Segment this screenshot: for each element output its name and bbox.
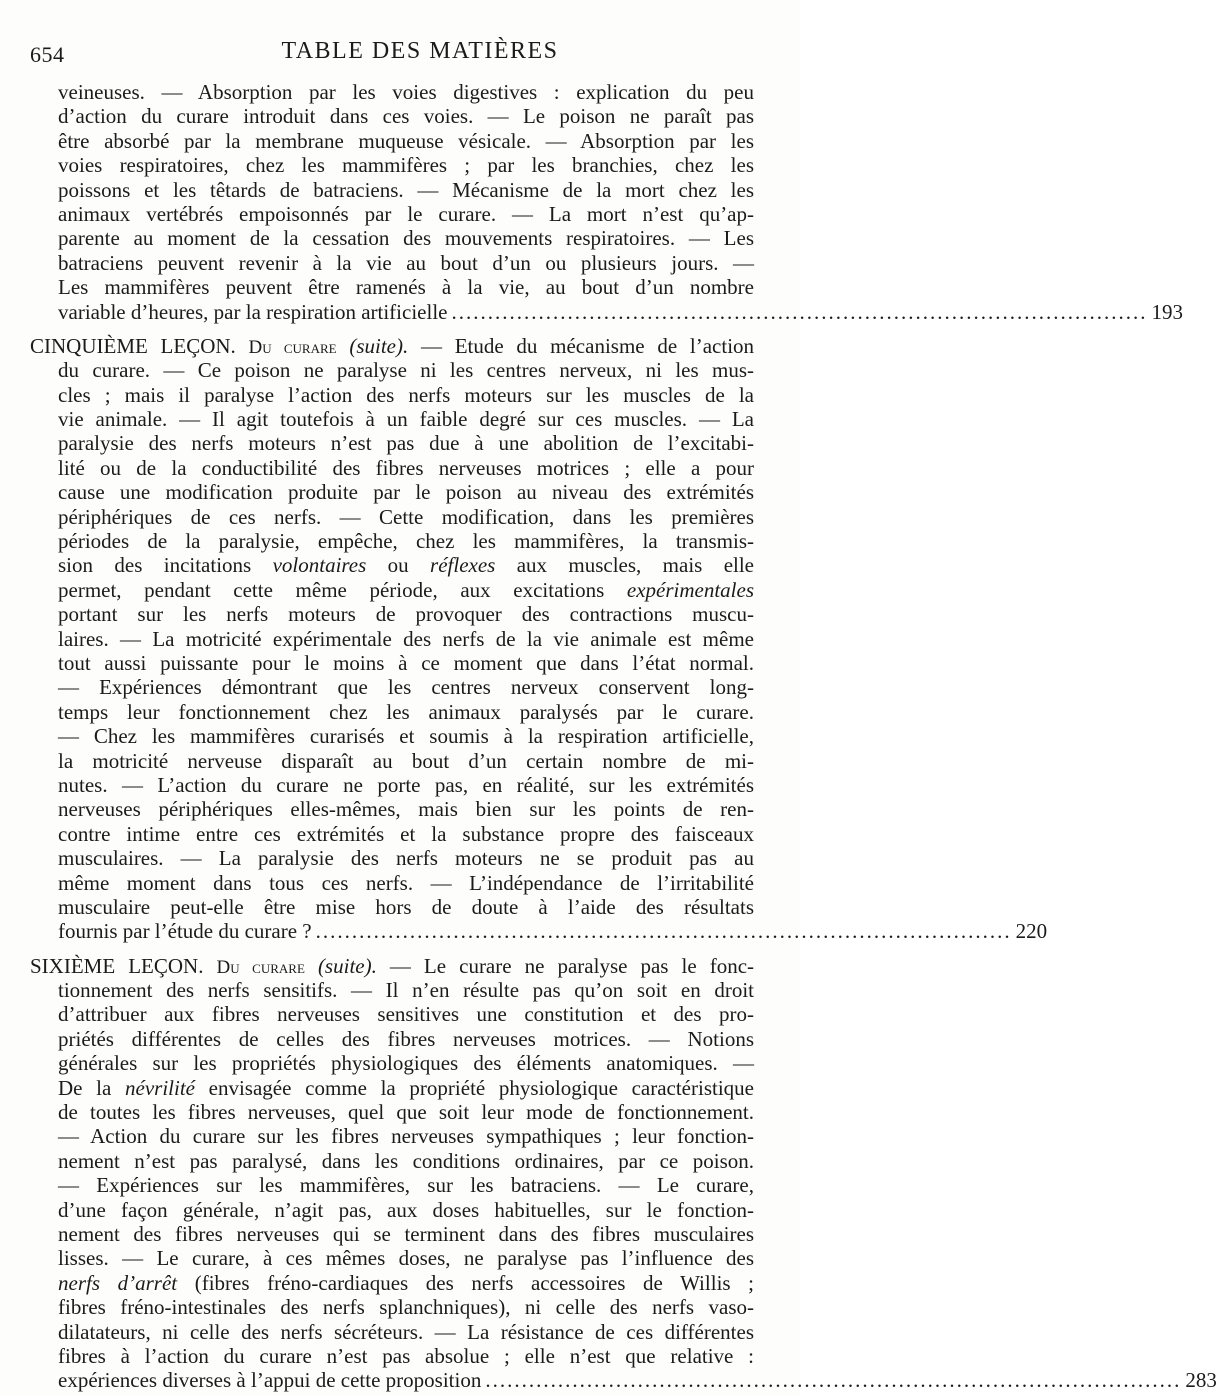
entry-page-number: 193: [1151, 299, 1183, 324]
text-line: voies respiratoires, chez les mammifères ; par les branchies, chez les: [58, 153, 754, 178]
heading-line-rest: — Etude du mécanisme de l’action: [420, 333, 755, 358]
text-line: — Chez les mammifères curarisés et soumis à la respiration artificielle,: [58, 724, 754, 749]
toc-leader-line: [58, 299, 1183, 324]
text-line: dilatateurs, ni celle des nerfs sécréteurs. — La résistance de ces différentes: [58, 1319, 754, 1344]
toc-leader-line: [58, 919, 1048, 944]
text-line: tout aussi puissante pour le moins à ce moment que dans l’état normal.: [58, 650, 754, 675]
entry-last-text: variable d’heures, par la respiration artificielle: [58, 299, 448, 324]
text-line: permet, pendant cette même période, aux excitations expérimentales: [58, 577, 754, 602]
text-line: fibres fréno-intestinales des nerfs splanchniques), ni celle des nerfs vaso-: [58, 1295, 754, 1320]
text-line: d’une façon générale, n’agit pas, aux doses habituelles, sur le fonction-: [58, 1197, 754, 1222]
text-line: nement n’est pas paralysé, dans les conditions ordinaires, par ce poison.: [58, 1148, 754, 1173]
toc-leader-line: [58, 1368, 1217, 1393]
text-line: vie animale. — Il agit toutefois à un faible degré sur ces muscles. — La: [58, 407, 754, 432]
text-line: cause une modification produite par le poison au niveau des extrémités: [58, 480, 754, 505]
text-line: du curare. — Ce poison ne paralyse ni les centres nerveux, ni les mus-: [58, 358, 754, 383]
text-line: musculaire peut-elle être mise hors de doute à l’aide des résultats: [58, 894, 754, 919]
table-of-contents-body: [0, 80, 1217, 1393]
italic-term: névrilité: [125, 1075, 195, 1100]
text-line: même moment dans tous ces nerfs. — L’indépendance de l’irritabilité: [58, 870, 754, 895]
text-line: batraciens peuvent revenir à la vie au bout d’un ou plusieurs jours. —: [58, 250, 754, 275]
lesson-heading: SIXIÈME LEÇON.: [30, 953, 204, 978]
text-line: de toutes les fibres nerveuses, quel que soit leur mode de fonctionnement.: [58, 1100, 754, 1125]
italic-term: nerfs d’arrêt: [58, 1270, 178, 1295]
text-line: être absorbé par la membrane muqueuse vésicale. — Absorption par les: [58, 128, 754, 153]
text-line: nement des fibres nerveuses qui se terminent dans des fibres musculaires: [58, 1221, 754, 1246]
lesson-heading: CINQUIÈME LEÇON.: [30, 333, 236, 358]
toc-entry-lecon4-continuation: [0, 80, 1183, 324]
page-number: 654: [30, 42, 65, 67]
text-line: laires. — La motricité expérimentale des nerfs de la vie animale est même: [58, 626, 754, 651]
entry-last-text: fournis par l’étude du curare ?: [58, 919, 312, 944]
text-line: nerfs d’arrêt (fibres fréno-cardiaques des nerfs accessoires de Willis ;: [58, 1270, 755, 1295]
text-line: la motricité nerveuse disparaît au bout d’un certain nombre de mi-: [58, 748, 754, 773]
text-line: lisses. — Le curare, à ces mêmes doses, ne paralyse pas l’influence des: [58, 1246, 754, 1271]
entry-heading-line: [30, 954, 754, 978]
text-line: Les mammifères peuvent être ramenés à la vie, au bout d’un nombre: [58, 275, 754, 300]
text-line: animaux vertébrés empoisonnés par le curare. — La mort n’est qu’ap-: [58, 201, 754, 226]
lesson-subject-suite: (suite).: [317, 953, 377, 978]
lesson-subject-suite: (suite).: [349, 333, 409, 358]
text-line: générales sur les propriétés physiologiques des éléments anatomiques. —: [58, 1051, 754, 1076]
text-line: d’action du curare introduit dans ces voies. — Le poison ne paraît pas: [58, 104, 754, 129]
entry-page-number: 283: [1185, 1368, 1217, 1393]
text-line: temps leur fonctionnement chez les animaux paralysés par le curare.: [58, 699, 754, 724]
heading-line-rest: — Le curare ne paralyse pas le fonc-: [389, 953, 755, 978]
text-line: musculaires. — La paralysie des nerfs moteurs ne se produit pas au: [58, 846, 754, 871]
text-line: cles ; mais il paralyse l’action des nerfs moteurs sur les muscles de la: [58, 382, 754, 407]
running-title: TABLE DES MATIÈRES: [281, 38, 559, 64]
text-line: veineuses. — Absorption par les voies digestives : explication du peu: [58, 80, 754, 104]
text-line: portant sur les nerfs moteurs de provoquer des contractions muscu-: [58, 602, 754, 627]
text-line: d’attribuer aux fibres nerveuses sensitives une constitution et des pro-: [58, 1002, 754, 1027]
dot-leader: ................................................................................................: [451, 299, 1148, 324]
dot-leader: ................................................................................................: [315, 919, 1012, 944]
text-line: priétés différentes de celles des fibres nerveuses motrices. — Notions: [58, 1026, 754, 1051]
text-line: périodes de la paralysie, empêche, chez les mammifères, la transmis-: [58, 529, 754, 554]
dot-leader: ................................................................................................: [485, 1368, 1182, 1393]
text-line: paralysie des nerfs moteurs n’est pas due à une abolition de l’excitabi-: [58, 431, 754, 456]
toc-entry-lecon5: [0, 333, 1048, 944]
italic-term: réflexes: [430, 553, 496, 578]
lesson-subject: Du curare: [216, 956, 305, 978]
text-line: tionnement des nerfs sensitifs. — Il n’en résulte pas qu’on soit en droit: [58, 978, 754, 1003]
italic-term: volontaires: [272, 553, 367, 578]
entry-last-text: expériences diverses à l’appui de cette proposition: [58, 1368, 482, 1393]
text-line: poissons et les têtards de batraciens. — Mécanisme de la mort chez les: [58, 177, 754, 202]
entry-heading-line: [30, 334, 754, 358]
page-header: [0, 34, 800, 74]
text-line: parente au moment de la cessation des mouvements respiratoires. — Les: [58, 226, 754, 251]
text-line: fibres à l’action du curare n’est pas absolue ; elle n’est que relative :: [58, 1343, 754, 1368]
toc-entry-lecon6: [0, 953, 1217, 1393]
text-line: lité ou de la conductibilité des fibres nerveuses motrices ; elle a pour: [58, 455, 754, 480]
text-line: — Action du curare sur les fibres nerveuses sympathiques ; leur fonction-: [58, 1124, 754, 1149]
text-line: nerveuses périphériques elles-mêmes, mais bien sur les points de ren-: [58, 797, 754, 822]
italic-term: expérimentales: [626, 577, 754, 602]
entry-page-number: 220: [1015, 919, 1048, 944]
text-line: sion des incitations volontaires ou réflexes aux muscles, mais elle: [58, 553, 755, 578]
text-line: — Expériences sur les mammifères, sur les batraciens. — Le curare,: [58, 1173, 754, 1198]
text-line: — Expériences démontrant que les centres nerveux conservent long-: [58, 675, 754, 700]
text-line: périphériques de ces nerfs. — Cette modification, dans les premières: [58, 504, 754, 529]
text-line: contre intime entre ces extrémités et la substance propre des faisceaux: [58, 821, 754, 846]
text-line: De la névrilité envisagée comme la propriété physiologique caractéristique: [58, 1075, 754, 1100]
text-line: nutes. — L’action du curare ne porte pas, en réalité, sur les extrémités: [58, 772, 754, 797]
lesson-subject: Du curare: [248, 336, 337, 358]
